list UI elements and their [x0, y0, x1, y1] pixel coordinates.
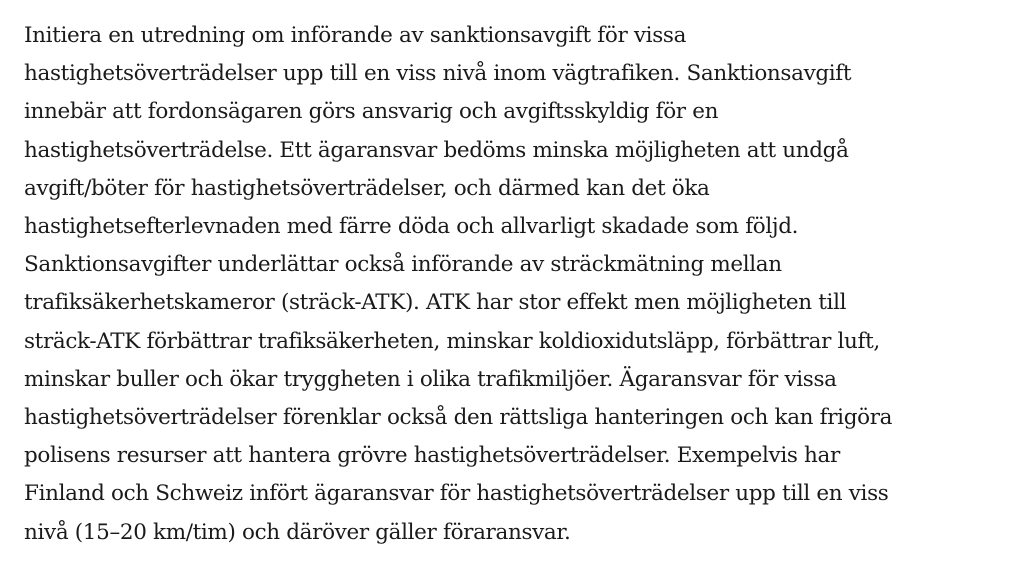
paragraph-line: avgift/böter för hastighetsöverträdelser, och därmed kan det öka [24, 175, 710, 201]
paragraph-line: Finland och Schweiz infört ägaransvar för hastighetsöverträdelser upp till en viss [24, 481, 889, 507]
paragraph-line: Initiera en utredning om införande av sanktionsavgift för vissa [24, 23, 687, 48]
paragraph-line: minskar buller och ökar tryggheten i olika trafikmiljöer. Ägaransvar för vissa [24, 366, 837, 392]
paragraph-line: hastighetsöverträdelser upp till en viss nivå inom vägtrafiken. Sanktionsavgift [24, 61, 852, 87]
paragraph-line: polisens resurser att hantera grövre hastighetsöverträdelser. Exempelvis har [24, 443, 840, 469]
paragraph-line: hastighetsöverträdelser förenklar också den rättsliga hanteringen och kan frigöra [24, 405, 893, 431]
body-paragraph [24, 17, 1014, 552]
paragraph-line: trafiksäkerhetskameror (sträck-ATK). ATK har stor effekt men möjligheten till [24, 290, 847, 316]
paragraph-line: sträck-ATK förbättrar trafiksäkerheten, minskar koldioxidutsläpp, förbättrar luft, [24, 328, 880, 354]
paragraph-line: innebär att fordonsägaren görs ansvarig och avgiftsskyldig för en [24, 99, 719, 125]
paragraph-line: nivå (15–20 km/tim) och däröver gäller föraransvar. [24, 519, 571, 545]
paragraph-line: hastighetsöverträdelse. Ett ägaransvar bedöms minska möjligheten att undgå [24, 137, 849, 163]
paragraph-line: hastighetsefterlevnaden med färre döda och allvarligt skadade som följd. [24, 214, 799, 240]
paragraph-line: Sanktionsavgifter underlättar också införande av sträckmätning mellan [24, 252, 782, 278]
